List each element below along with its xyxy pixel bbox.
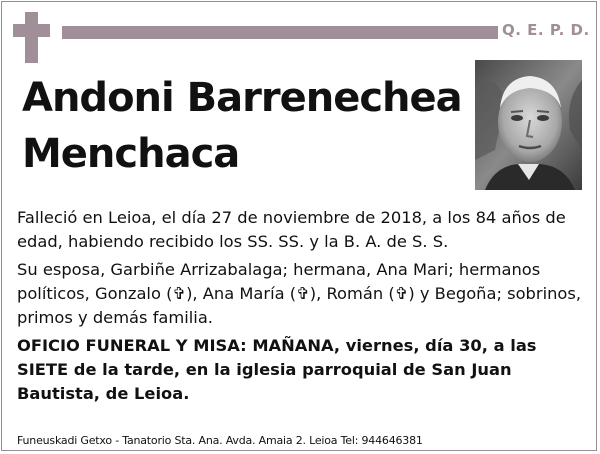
funeral-home-footer: Funeuskadi Getxo - Tanatorio Sta. Ana. Avda. Amaia 2. Leioa Tel: 944646381 <box>17 434 423 447</box>
portrait-photo <box>475 60 582 190</box>
header-bar <box>62 26 498 39</box>
family-paragraph: Su esposa, Garbiñe Arrizabalaga; hermana, Ana Mari; hermanos políticos, Gonzalo (✞), Ana María (✞), Román (✞) y Begoña; sobrinos, primos y demás familia. <box>17 260 582 327</box>
obituary-card <box>1 1 597 451</box>
qepd-label: Q. E. P. D. <box>502 21 590 39</box>
obituary-body <box>17 206 589 410</box>
name-line-1: Andoni Barrenechea <box>22 75 462 121</box>
name-line-2: Menchaca <box>22 131 240 177</box>
funeral-service-paragraph: OFICIO FUNERAL Y MISA: MAÑANA, viernes, día 30, a las SIETE de la tarde, en la iglesia parroquial de San Juan Bautista, de Leioa. <box>17 336 537 403</box>
cross-icon <box>25 12 38 63</box>
deceased-name <box>22 70 472 182</box>
portrait-image <box>475 60 582 190</box>
death-notice-paragraph: Falleció en Leioa, el día 27 de noviembre de 2018, a los 84 años de edad, habiendo recibido los SS. SS. y la B. A. de S. S. <box>17 208 566 251</box>
cross-icon-arm <box>13 24 50 37</box>
